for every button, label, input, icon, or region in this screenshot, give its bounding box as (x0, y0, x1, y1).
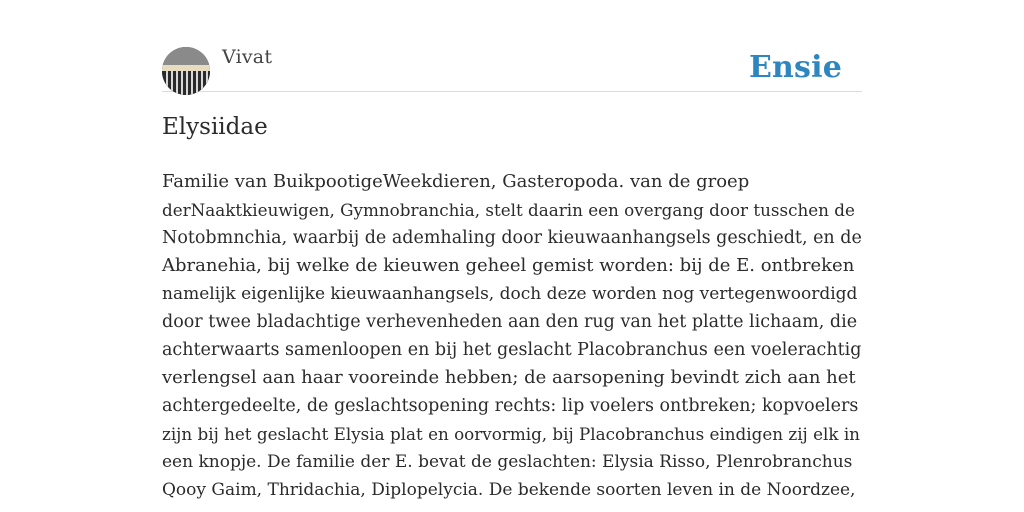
body-line: een knopje. De familie der E. bevat de geslachten: Elysia Risso, Plenrobranchus (162, 452, 853, 472)
article-title: Elysiidae (162, 114, 268, 140)
body-line: namelijk eigenlijke kieuwaanhangsels, doch deze worden nog vertegenwoordigd (162, 284, 858, 304)
body-line: Abranehia, bij welke de kieuwen geheel gemist worden: bij de E. ontbreken (162, 255, 855, 276)
author-name[interactable]: Vivat (222, 46, 273, 68)
body-line: achtergedeelte, de geslachtsopening rechts: lip voelers ontbreken; kopvoelers (162, 396, 859, 416)
body-line: verlengsel aan haar vooreinde hebben; de aarsopening bevindt zich aan het (162, 367, 856, 388)
body-line: achterwaarts samenloopen en bij het geslacht Placobranchus een voelerachtig (162, 340, 862, 360)
body-line: Familie van BuikpootigeWeekdieren, Gasteropoda. van de groep (162, 171, 750, 192)
page-container (162, 0, 862, 500)
avatar-image (162, 47, 210, 95)
avatar[interactable] (162, 47, 210, 95)
body-line: door twee bladachtige verhevenheden aan den rug van het platte lichaam, die (162, 312, 858, 332)
body-line: Notobmnchia, waarbij de ademhaling door kieuwaanhangsels geschiedt, en de (162, 228, 862, 248)
body-line: Qooy Gaim, Thridachia, Diplopelycia. De bekende soorten leven in de Noordzee, (162, 480, 856, 500)
brand-logo[interactable]: Ensie (748, 50, 842, 85)
body-line: zijn bij het geslacht Elysia plat en oorvormig, bij Placobranchus eindigen zij elk in (162, 424, 860, 444)
article-body (162, 168, 862, 504)
header (162, 0, 862, 92)
body-line: derNaaktkieuwigen, Gymnobranchia, stelt daarin een overgang door tusschen de (162, 200, 855, 220)
